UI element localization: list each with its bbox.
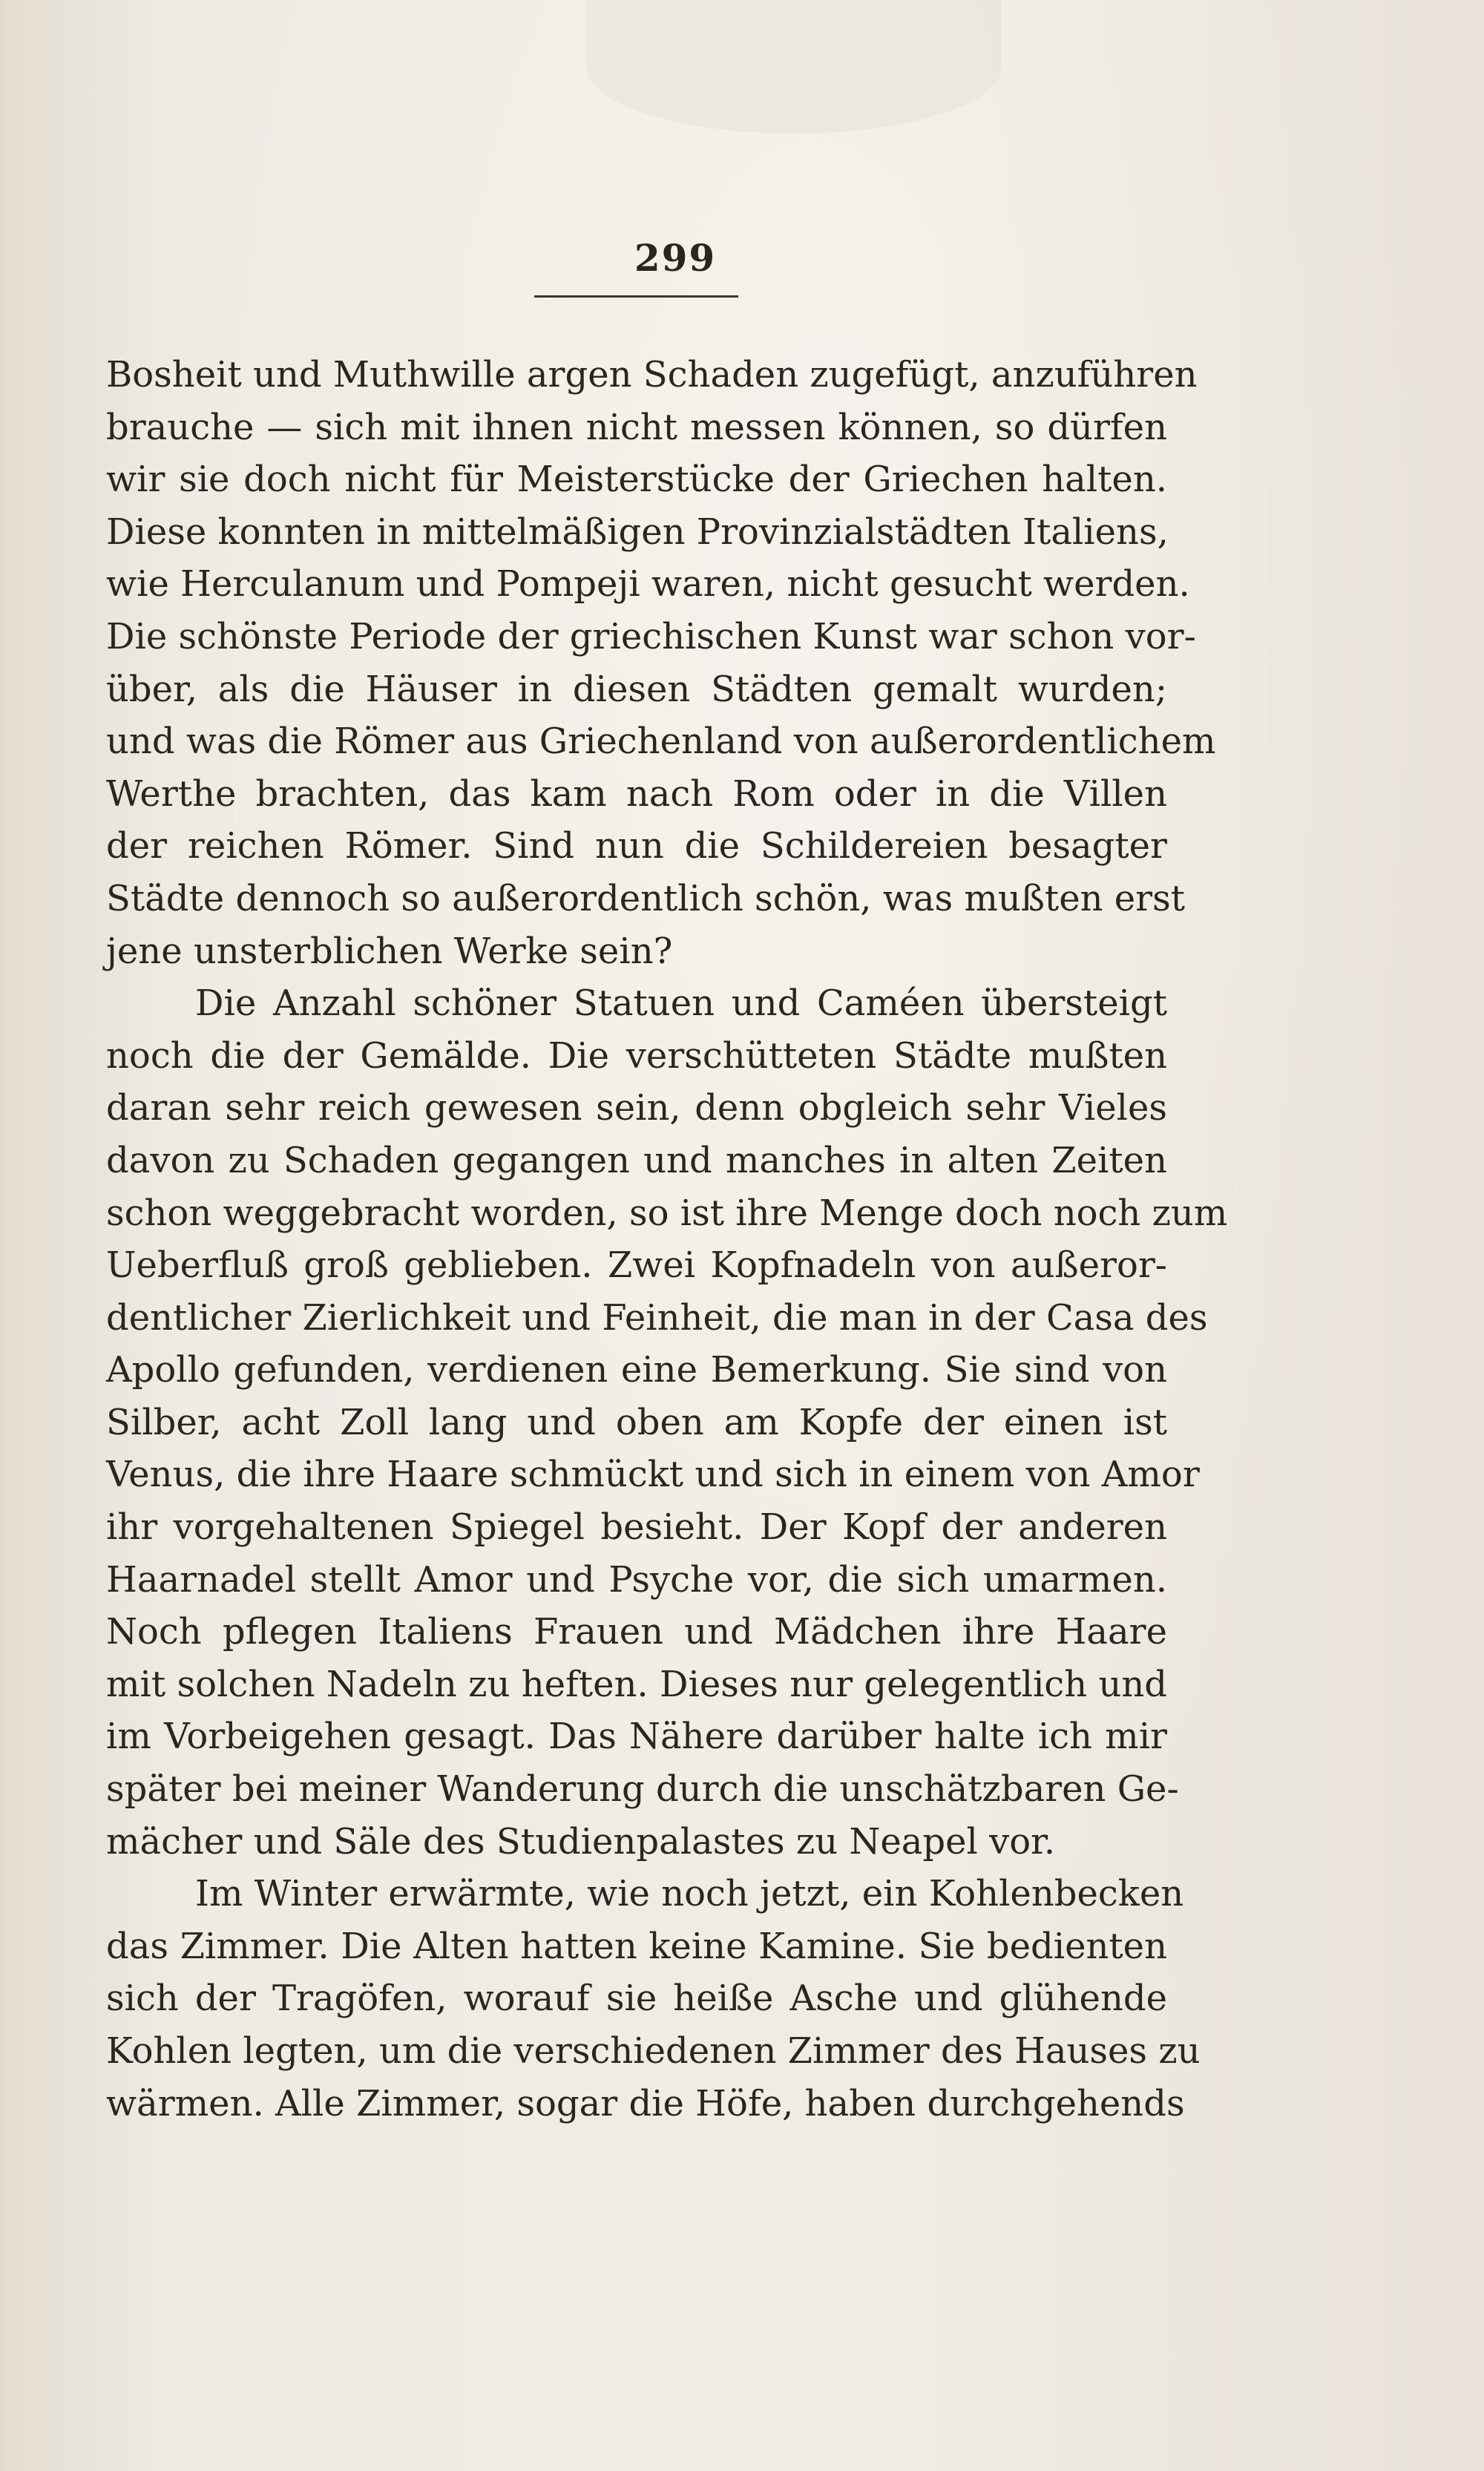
text-line: mit solchen Nadeln zu heften. Dieses nur gelegentlich und xyxy=(106,1663,1167,1705)
text-line: mächer und Säle des Studienpalastes zu Neapel vor. xyxy=(106,1820,1056,1863)
text-line: dentlicher Zierlichkeit und Feinheit, die man in der Casa des xyxy=(106,1296,1208,1339)
text-line: Silber, acht Zoll lang und oben am Kopfe der einen ist xyxy=(106,1401,1167,1443)
text-line: wie Herculanum und Pompeji waren, nicht gesucht werden. xyxy=(106,563,1190,606)
paragraph xyxy=(106,977,1228,1868)
text-line: Haarnadel stellt Amor und Psyche vor, die sich umarmen. xyxy=(106,1558,1167,1601)
text-line: Venus, die ihre Haare schmückt und sich in einem von Amor xyxy=(106,1454,1200,1496)
text-line: Ueberfluß groß geblieben. Zwei Kopfnadeln von außeror- xyxy=(106,1244,1167,1287)
text-line: jene unsterblichen Werke sein? xyxy=(106,930,673,972)
text-line: später bei meiner Wanderung durch die unschätzbaren Ge- xyxy=(106,1768,1179,1811)
text-line: Die Anzahl schöner Statuen und Caméen übersteigt xyxy=(195,982,1167,1025)
text-line: Apollo gefunden, verdienen eine Bemerkung. Sie sind von xyxy=(106,1349,1167,1391)
text-line: über, als die Häuser in diesen Städten gemalt wurden; xyxy=(106,668,1167,710)
text-line: der reichen Römer. Sind nun die Schildereien besagter xyxy=(106,825,1167,867)
text-line: Bosheit und Muthwille argen Schaden zugefügt, anzuführen xyxy=(106,354,1198,396)
text-line: Werthe brachten, das kam nach Rom oder in die Villen xyxy=(106,772,1167,815)
paragraph xyxy=(106,1868,1201,2130)
paragraph xyxy=(106,349,1216,977)
text-line: im Vorbeigehen gesagt. Das Nähere darüber halte ich mir xyxy=(106,1716,1167,1758)
text-line: Diese konnten in mittelmäßigen Provinzialstädten Italiens, xyxy=(106,511,1169,553)
text-line: davon zu Schaden gegangen und manches in alten Zeiten xyxy=(106,1139,1167,1181)
text-line: wir sie doch nicht für Meisterstücke der Griechen halten. xyxy=(106,459,1167,501)
page-number: 299 xyxy=(634,236,717,280)
text-line: Die schönste Periode der griechischen Kunst war schon vor- xyxy=(106,615,1196,657)
text-line: das Zimmer. Die Alten hatten keine Kamine. Sie bedienten xyxy=(106,1925,1167,1967)
text-line: ihr vorgehaltenen Spiegel besieht. Der Kopf der anderen xyxy=(106,1506,1167,1549)
text-line: schon weggebracht worden, so ist ihre Menge doch noch zum xyxy=(106,1192,1228,1234)
text-line: daran sehr reich gewesen sein, denn obgleich sehr Vieles xyxy=(106,1087,1167,1129)
text-line: sich der Tragöfen, worauf sie heiße Asche und glühende xyxy=(106,1978,1167,2020)
text-line: Städte dennoch so außerordentlich schön, was mußten erst xyxy=(106,877,1186,919)
text-line: Noch pflegen Italiens Frauen und Mädchen ihre Haare xyxy=(106,1611,1167,1653)
text-line: wärmen. Alle Zimmer, sogar die Höfe, haben durchgehends xyxy=(106,2082,1185,2124)
text-line: brauche — sich mit ihnen nicht messen können, so dürfen xyxy=(106,406,1167,448)
text-line: Im Winter erwärmte, wie noch jetzt, ein Kohlenbecken xyxy=(195,1873,1184,1915)
text-line: Kohlen legten, um die verschiedenen Zimmer des Hauses zu xyxy=(106,2030,1201,2072)
text-line: und was die Römer aus Griechenland von außerordentlichem xyxy=(106,721,1216,763)
header-rule xyxy=(534,295,738,298)
body-text xyxy=(106,349,1228,2130)
text-line: noch die der Gemälde. Die verschütteten Städte mußten xyxy=(106,1034,1167,1077)
paper-stain xyxy=(586,0,1002,134)
